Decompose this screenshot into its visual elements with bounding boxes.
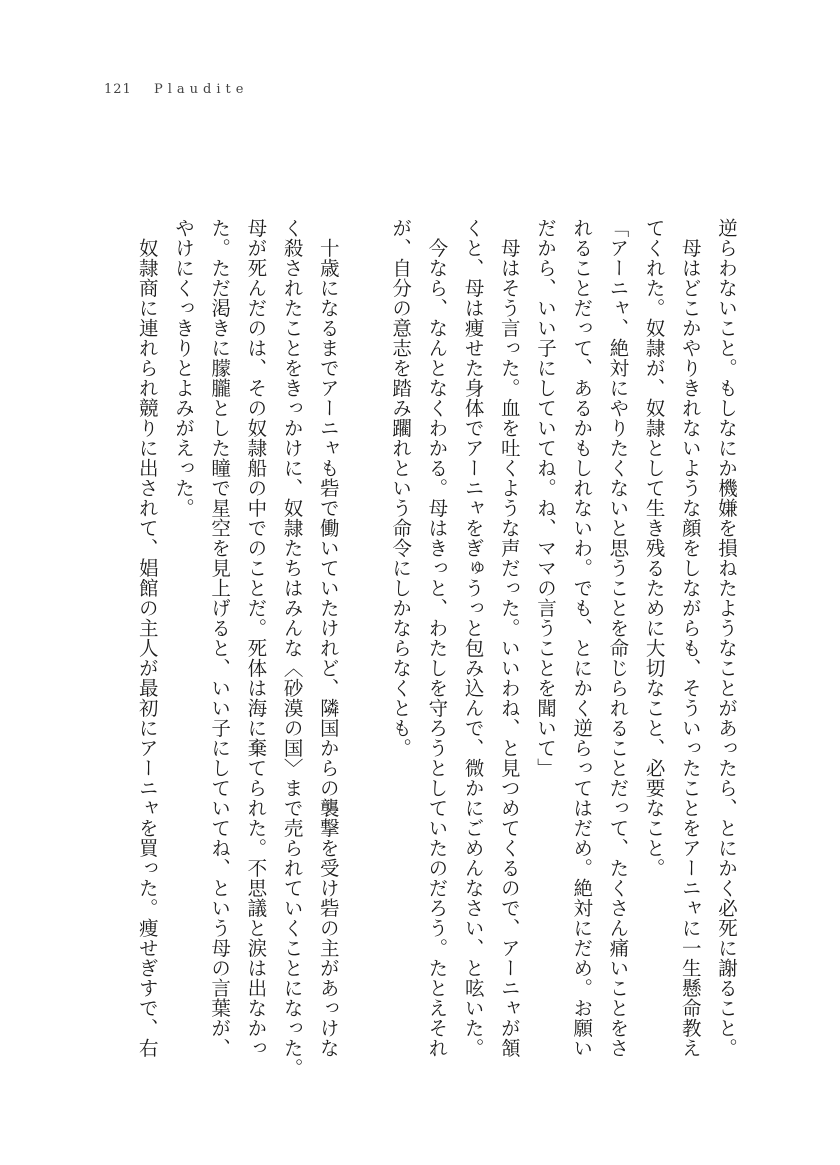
text-line: 今なら、なんとなくわかる。母はきっと、わたしを守ろうとしていたのだろう。たとえそれ xyxy=(425,218,449,1058)
text-line: だから、いい子にしていてね。ね、ママの言うことを聞いて」 xyxy=(533,218,557,778)
text-line: 奴隷商に連れられ競りに出されて、娼館の主人が最初にアーニャを買った。痩せぎすで、右 xyxy=(135,218,159,1058)
text-line: が、自分の意志を踏み躙れという命令にしかならなくとも。 xyxy=(389,218,413,758)
text-line: 十歳になるまでアーニャも砦で働いていたけれど、隣国からの襲撃を受け砦の主があっけな xyxy=(316,218,340,1058)
text-line: 母はそう言った。血を吐くような声だった。いいわね、と見つめてくるので、アーニャが頷 xyxy=(497,218,521,1058)
text-line: 「アーニャ、絶対にやりたくないと思うことを命じられることだって、たくさん痛いことをさ xyxy=(606,218,630,1058)
section-break xyxy=(346,218,382,1078)
text-line: く殺されたことをきっかけに、奴隷たちはみんな〈砂漠の国〉まで売られていくことになった。 xyxy=(280,218,304,1078)
text-line: くと、母は痩せた身体でアーニャをぎゅうっと包み込んで、微かにごめんなさい、と呟いた。 xyxy=(461,218,485,1058)
text-line: 逆らわないこと。もしなにか機嫌を損ねたようなことがあったら、とにかく必死に謝ること。 xyxy=(715,218,738,1058)
text-line: てくれた。奴隷が、奴隷として生き残るために大切なこと、必要なこと。 xyxy=(642,218,666,878)
page-number: 121 xyxy=(104,82,132,97)
text-line: た。ただ渇きに朦朧とした瞳で星空を見上げると、いい子にしていてね、という母の言葉が、 xyxy=(208,218,232,1058)
body-text xyxy=(129,218,744,1078)
running-head xyxy=(104,80,248,100)
text-line: やけにくっきりとよみがえった。 xyxy=(171,218,195,518)
text-line: れることだって、あるかもしれないわ。でも、とにかく逆らってはだめ。絶対にだめ。お願い xyxy=(570,218,594,1058)
text-line: 母が死んだのは、その奴隷船の中でのことだ。死体は海に棄てられた。不思議と涙は出なかっ xyxy=(244,218,268,1058)
chapter-title: Plaudite xyxy=(154,82,249,97)
text-line: 母はどこかやりきれないような顔をしながらも、そういったことをアーニャに一生懸命教え xyxy=(678,218,702,1058)
